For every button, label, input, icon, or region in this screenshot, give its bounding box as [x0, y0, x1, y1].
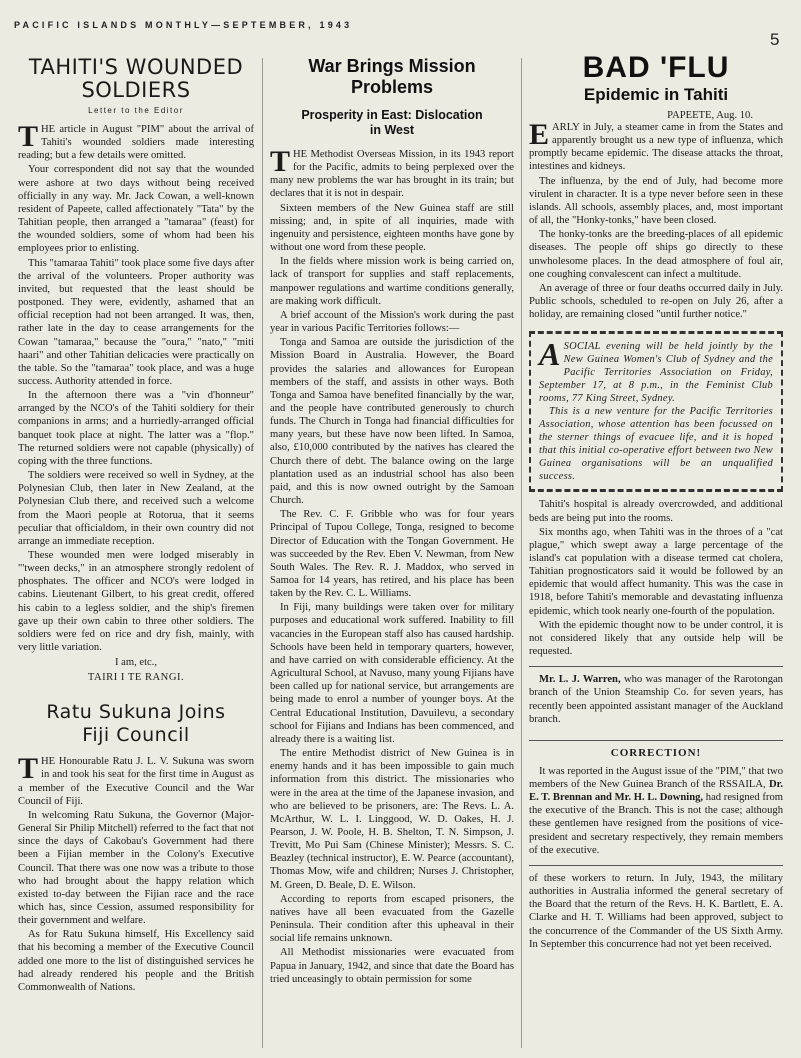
continued-text	[529, 872, 783, 951]
correction-body	[529, 765, 783, 857]
column-middle	[270, 54, 514, 1046]
paragraph: Tonga and Samoa are outside the jurisdiction of the Mission Board in Australia. However, the Board provides the salaries and allowances for European members of the staff, and assists in other ways. Both Tonga and Samoa have benefited financially by the war, and the people have contributed generously to church funds. The Church in Tonga had financial difficulties for many years, but these have now been lifted. In Samoa, also, £10,000 contributed by the natives has cleared the Church there of debt. The balance owing on the large plantation used as an industrial school has also been paid, and this is now owned outright by the Samoan Church.	[270, 337, 514, 507]
paragraph: of these workers to return. In July, 1943, the military authorities in Australia informed the general secretary of the Board that the return of the Revs. H. K. Bartlett, E. A. Clarke and H. T. Williams had been approved, subject to the concurrence of the Commander of the US Sixth Army. In September this concurrence had not yet been received.	[529, 872, 783, 950]
paragraph: It was reported in the August issue of the "PIM," that two members of the New Guinea Branch of the RSSAILA,	[529, 765, 783, 790]
paragraph: With the epidemic thought now to be under control, it is not considered likely that any outside help will be requested.	[529, 619, 783, 658]
article-tahiti-wounded	[18, 56, 254, 683]
article-body	[529, 498, 783, 658]
article-title-line: BAD 'FLU	[582, 54, 730, 84]
paragraph: HE Methodist Overseas Mission, in its 1943 report for the Pacific, admits to being perplexed over the many new problems the war has brought in its train; but declares that it is not in despair.	[270, 149, 514, 200]
column-rule	[262, 58, 263, 1048]
article-title-line: Problems	[350, 77, 434, 97]
drop-cap: E	[529, 118, 550, 151]
drop-cap: A	[539, 336, 561, 373]
article-bad-flu	[529, 54, 783, 658]
article-title-line: TAHITI'S WOUNDED	[28, 55, 244, 79]
paragraph: The entire Methodist district of New Guinea is in enemy hands and it has been impossible to gain much information from this district. The missionaries who were in the area at the time of the Japanese invasion, and who are believed to be prisoners, are: The Revs. L. A. McArthur, W. L. I. Linggood, W. D. Oakes, H. J. Pearson, J. W. Poole, H. B. Shelton, T. N. Simpson, J. Trevitt, Mo Pui Sam (Chinese Minister); Messrs. S. C. Beazley (technical instructor), E. W. Pearce (accountant), Thomas Mow, wife and children; Nurses J. Christopher, M. Green, D. Beale, D. E. Wilson.	[270, 748, 514, 891]
article-body	[529, 118, 783, 321]
paragraph: ARLY in July, a steamer came in from the States and apparently brought us a new type of influenza, which promptly became epidemic. The disease attacks the throat, intestines and kidneys.	[529, 122, 783, 173]
dateline: PAPEETE, Aug. 10.	[667, 110, 753, 121]
correction-heading: CORRECTION!	[529, 740, 783, 759]
paragraph: The honky-tonks are the breeding-places of all epidemic diseases. The people off ships go directly to these unwholesome places. In the dead atmosphere of foul air, one coughing convalescent can infect a multitude.	[529, 229, 783, 280]
paragraph: This "tamaraa Tahiti" took place some five days after the arrival of the volunteers. Proper authority was invited, but requested that the least should be postponed. They were, evidently, ashamed that an official reception had not been arranged. It was, then, rather late in the day to cease arrangements for the Cowan "tamaraa," because the "oura," "nato," "miti haari" and other Tahitian delicacies were practically on the table. So the "tamaraa" took place, and was a huge success. Authority attended in force.	[18, 257, 254, 387]
article-body	[18, 752, 254, 994]
drop-cap: T	[270, 145, 291, 178]
person-name: Mr. L. J. Warren,	[539, 674, 621, 686]
article-subtitle: Prosperity in East: Dislocation	[301, 108, 483, 122]
paragraph: The soldiers were received so well in Sydney, at the Polynesian Club, then later in New Zealand, at the Polynesian Club there, and received such a welcome from the Maori people at Rotorua, that it seems peculiar that officialdom, in their own country did not arrange an immediate reception.	[18, 470, 254, 547]
paragraph: who was manager of the Rarotongan branch of the Union Steamship Co. for seven years, has recently been appointed assistant manager of the Auckland branch.	[529, 674, 783, 725]
section-divider	[529, 865, 783, 866]
paragraph: This is a new venture for the Pacific Territories Association, whose attention has been focussed on the sterner things of evacuee life, and it is hoped that this initial co-operative effort between two New Guinea organisations will be an unqualified success.	[539, 406, 773, 483]
article-body	[270, 145, 514, 986]
paragraph: An average of three or four deaths occurred daily in July. Public schools, scheduled to re-open on July 26, after a holiday, are remaining closed "until further notice."	[529, 282, 783, 321]
paragraph: In the fields where mission work is being carried on, lack of transport for supplies and staff replacements, manpower regulations and wartime conditions generally, are making work difficult.	[270, 256, 514, 307]
social-evening-notice-box	[529, 331, 783, 492]
signature: TAIRI I TE RANGI.	[87, 672, 185, 684]
paragraph: HE article in August "PIM" about the arrival of Tahiti's wounded soldiers made interesting reading; but a few details were omitted.	[18, 124, 254, 162]
article-title-line: SOLDIERS	[81, 78, 191, 102]
paragraph: These wounded men were lodged miserably in "'tween decks," in an atmosphere strongly redolent of phosphates. The officer and NCO's were lodged in cabins. Lieutenant Gilbert, to his great credit, offered his cabin to a legless soldier, and the ship's firemen gave up their own cabin to three other soldiers. The soldiers were fed on rice and dry fish, mainly, with very little variation.	[18, 550, 254, 654]
paragraph: A brief account of the Mission's work during the past year in various Pacific Territories follows:—	[270, 309, 514, 335]
paragraph: According to reports from escaped prisoners, the natives have all been evacuated from the Gazelle Peninsula. Their condition after this upheaval in their social life remains unknown.	[270, 893, 514, 945]
paragraph: had resigned from the executive of the Branch. This is not the case; although these gentlemen have resigned from the positions of vice-president and secretary respectively, they remain members of the executive.	[529, 792, 783, 856]
paragraph: The influenza, by the end of July, had become more virulent in character. It is a type never before seen in these islands. All schools, assembly places, and, most important of all, the "Honky-tonks," have been closed.	[529, 175, 783, 227]
paragraph: SOCIAL evening will be held jointly by the New Guinea Women's Club of Sydney and the Pacific Territories Association on Friday, September 17, at 8 p.m., in the Feminist Club rooms, 77 King Street, Sydney.	[539, 341, 773, 405]
running-head: PACIFIC ISLANDS MONTHLY—SEPTEMBER, 1943	[14, 20, 353, 30]
article-title-line: Epidemic in Tahiti	[583, 85, 729, 104]
paragraph: Tahiti's hospital is already overcrowded, and additional beds are being put into the rooms.	[529, 499, 783, 524]
warren-news-item	[529, 673, 783, 726]
paragraph: Sixteen members of the New Guinea staff are still missing; and, in spite of all inquiries, made with ingenuity and persistence, eighteen months have gone by without one word from these people.	[270, 202, 514, 254]
paragraph: In welcoming Ratu Sukuna, the Governor (Major-General Sir Philip Mitchell) referred to the fact that not since the days of Cakobau's Government had there been a Fijian member in the Colony's Executive Council. That there was one now was a tribute to those who had brought about the happy relation which existed to-day between the Fijian race and the race which has, since Cession, assumed responsibility for their government and welfare.	[18, 809, 254, 927]
signoff: I am, etc.,	[114, 657, 158, 669]
byline: Letter to the Editor	[88, 106, 184, 115]
article-title-line: War Brings Mission	[308, 56, 476, 76]
drop-cap: T	[18, 752, 39, 786]
paragraph: HE Honourable Ratu J. L. V. Sukuna was sworn in and took his seat for the first time in August as a member of the Executive Council and the War Council of Fiji.	[18, 756, 254, 807]
drop-cap: T	[18, 120, 39, 153]
column-left	[18, 54, 254, 1046]
article-ratu-sukuna	[18, 701, 254, 994]
paragraph: Your correspondent did not say that the wounded were ashore at two days without being received officially in any way. Mr. Jack Cowan, a well-known resident of Papeete, called affectionately "Tata" by the Tahitian people, then arranged a "tamaraa" (feast) for the wounded soldiers, some of whom had been his employees prior to enlisting.	[18, 164, 254, 255]
article-title-line: Ratu Sukuna Joins	[46, 701, 226, 724]
paragraph: All Methodist missionaries were evacuated from Papua in January, 1942, and since that date the Board has tried unceasingly to obtain permission for some	[270, 947, 514, 985]
paragraph: In Fiji, many buildings were taken over for military purposes and educational work suffered. Inability to fill vacancies in the European staff also has caused hardship. Schools have been held in temporary quarters, however, and have carried on with considerable efficiency. At the Agricultural School, at Navuso, many young Fijians have been called up for national service, but arrangements are being made to enrol a number of younger boys. At the Central Educational Institution, Davuilevu, a secondary school for Fijians and Indians has been commenced, and already there is a waiting list.	[270, 602, 514, 745]
column-right	[529, 54, 783, 1046]
section-divider	[529, 666, 783, 667]
article-subtitle: in West	[369, 123, 415, 137]
paragraph: Six months ago, when Tahiti was in the throes of a "cat plague," which swept away a large percentage of the island's cat population with a disease termed cat cholera, Tahitian prognosticators said it would be followed by an epidemic that would affect humanity. This was the case in 1918, before Tahiti's memorable and devastating influenza epidemic, which took nearly one-fourth of the population.	[529, 526, 783, 617]
correction-notice	[529, 740, 783, 857]
paragraph: As for Ratu Sukuna himself, His Excellency said that his becoming a member of the Executive Council added one more to the list of distinguished services he had already rendered his people and the British Commonwealth of Nations.	[18, 929, 254, 993]
page-number: 5	[770, 30, 780, 49]
article-war-mission	[270, 56, 514, 986]
article-title-line: Fiji Council	[82, 724, 190, 747]
article-body	[18, 120, 254, 654]
paragraph: In the afternoon there was a "vin d'honneur" arranged by the NCO's of the Tahiti soldiery for their companions in arms; and a hurriedly-arranged official banquet took place at night. The latter was a "flop." The returned soldiers were not capable (physically) of coping with the three functions.	[18, 390, 254, 467]
paragraph: The Rev. C. F. Gribble who was for four years Principal of Tupou College, Tonga, resigned to become Director of Education with the Tongan Government. He was succeeded by the Rev. Eben V. Newman, from New South Wales. The Rev. R. J. Maddox, who served in Samoa for 14 years, has retired, and his place has been taken by the Rev. C. L. Williams.	[270, 509, 514, 600]
column-rule	[521, 58, 522, 1048]
person-names: Dr. E. T. Brennan and Mr. H. L. Downing,	[529, 779, 783, 804]
